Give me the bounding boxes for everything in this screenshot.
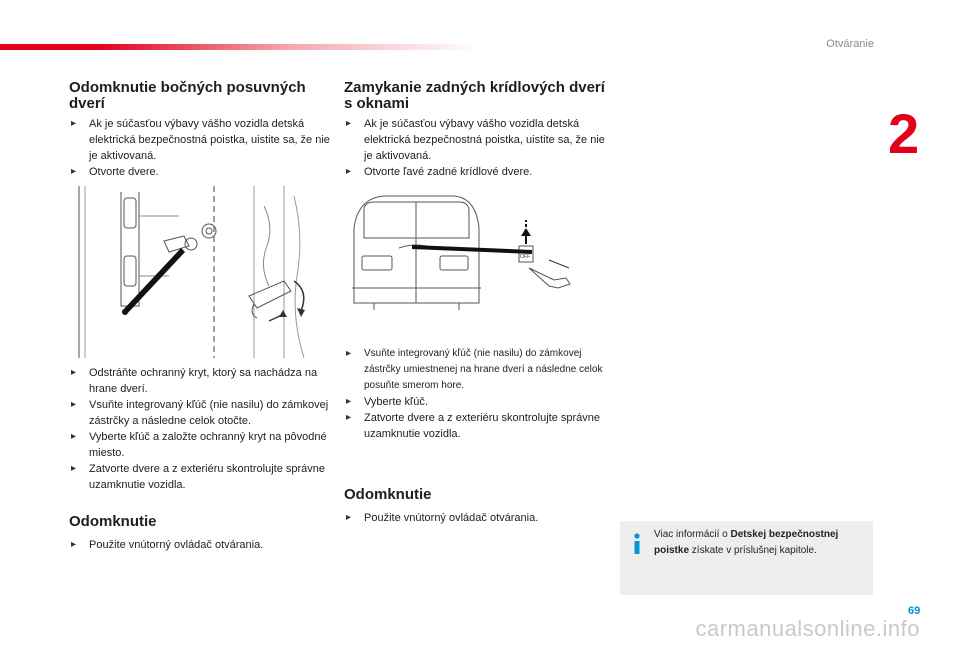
- list-item: ▸ Zatvorte dvere a z exteriéru skontrolujte správne uzamknutie vozidla.: [344, 410, 606, 442]
- left-heading: Odomknutie bočných posuvných dverí: [69, 79, 306, 112]
- info-box: [620, 521, 873, 595]
- info-text: [654, 527, 859, 559]
- right-unlock-heading: Odomknutie: [344, 486, 432, 503]
- left-unlock-list: [69, 537, 331, 553]
- chapter-title: Otváranie: [826, 38, 874, 50]
- right-intro-list: [344, 116, 606, 180]
- page-number: 69: [908, 605, 921, 617]
- left-unlock-heading: Odomknutie: [69, 513, 157, 530]
- list-item: ▸ Vyberte kľúč a založte ochranný kryt na pôvodné miesto.: [69, 429, 331, 461]
- list-item: ▸ Vsuňte integrovaný kľúč (nie nasilu) do zámkovej zástrčky a následne celok otočte.: [69, 397, 331, 429]
- right-steps-list: [344, 346, 606, 442]
- list-item: ▸ Zatvorte dvere a z exteriéru skontrolujte správne uzamknutie vozidla.: [69, 461, 331, 493]
- list-item: ▸ Otvorte dvere.: [69, 164, 331, 180]
- list-item: ▸ Odstráňte ochranný kryt, ktorý sa nachádza na hrane dverí.: [69, 365, 331, 397]
- list-item: ▸ Použite vnútorný ovládač otvárania.: [344, 510, 606, 526]
- info-prefix: Viac informácií o: [654, 529, 731, 540]
- left-steps-list: [69, 365, 331, 493]
- list-item: ▸ Ak je súčasťou výbavy vášho vozidla detská elektrická bezpečnostná poistka, uistite sa, že nie je aktivovaná.: [69, 116, 331, 164]
- left-intro-list: [69, 116, 331, 180]
- list-item: ▸ Použite vnútorný ovládač otvárania.: [69, 537, 331, 553]
- list-item: ▸ Vsuňte integrovaný kľúč (nie nasilu) do zámkovej zástrčky umiestnenej na hrane dverí a následne celok posuňte smerom hore.: [344, 346, 606, 394]
- rear-door-lock-illustration: [344, 188, 594, 310]
- right-unlock-list: [344, 510, 606, 526]
- header-accent-bar: [0, 44, 480, 50]
- sliding-door-lock-illustration: [69, 186, 324, 358]
- info-icon: [630, 533, 644, 555]
- list-item: ▸ Vyberte kľúč.: [344, 394, 606, 410]
- right-heading: Zamykanie zadných krídlových dverí s oknami: [344, 79, 605, 112]
- watermark: carmanualsonline.info: [695, 616, 920, 641]
- info-bold-term: Detskej bezpečnostnej poistke: [654, 529, 839, 556]
- info-suffix: získate v príslušnej kapitole.: [689, 545, 817, 556]
- off-label: OFF: [520, 254, 530, 260]
- list-item: ▸ Ak je súčasťou výbavy vášho vozidla detská elektrická bezpečnostná poistka, uistite sa, že nie je aktivovaná.: [344, 116, 606, 164]
- chapter-number: 2: [888, 102, 920, 165]
- list-item: ▸ Otvorte ľavé zadné krídlové dvere.: [344, 164, 606, 180]
